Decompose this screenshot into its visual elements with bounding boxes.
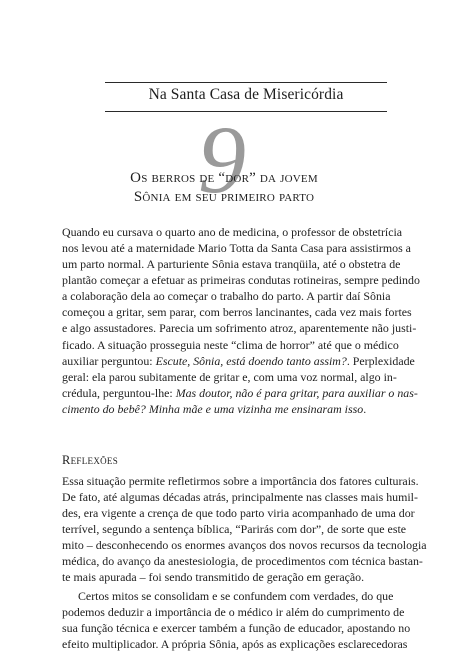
text-line: Certos mitos se consolidam e se confundem com verdades, do que [78,589,394,603]
reflexoes-heading: Reflexões [62,453,119,467]
text-line: sua função técnica e exercer também a função de educador, apostando no [62,621,411,635]
text-line: Quando eu cursava o quarto ano de medicina, o professor de obstetrícia [62,225,403,239]
text-line: auxiliar perguntou: Escute, Sônia, está doendo tanto assim?. Perplexidade [62,354,415,368]
text-line: cimento do bebê? Minha mãe e uma vizinha me ensinaram isso. [62,402,367,416]
text-line: efeito multiplicador. A própria Sônia, após as explicações esclarecedoras [62,637,408,651]
text-line: des, era vigente a crença de que todo parto viria acompanhado de uma dor [62,506,415,520]
text-line: começou a gritar, sem parar, com berros lancinantes, cada vez mais fortes [62,305,412,319]
text-line: crédula, perguntou-lhe: Mas doutor, não é para gritar, para auxiliar o nas- [62,386,418,400]
text-line: médica, do avanço da anestesiologia, de procedimentos com técnica bastan- [62,554,423,568]
text-line: geral: ela parou subitamente de gritar e, com uma voz normal, algo in- [62,370,397,384]
text-line: ficado. A situação prosseguia neste “clima de horror” até que o médico [62,338,399,352]
text-line: a colaboração dela ao começar o trabalho do parto. A partir daí Sônia [62,289,391,303]
chapter-title-line-2: Sônia em seu primeiro parto [133,189,315,205]
text-line: Essa situação permite refletirmos sobre a importância dos fatores culturais. [62,474,419,488]
text-line: terrível, segundo a sentença bíblica, “Parirás com dor”, de sorte que este [62,522,407,536]
text-line: nos levou até a maternidade Mario Totta da Santa Casa para assistirmos a [62,241,411,255]
section-rule-bottom [105,111,387,112]
text-line: De fato, até algumas décadas atrás, principalmente nas classes mais humil- [62,490,418,504]
text-line: plantão começar a efetuar as primeiras condutas rotineiras, sempre pedindo [62,273,420,287]
text-line: um parto normal. A parturiente Sônia estava tranqüila, até o obstetra de [62,257,401,271]
section-title: Na Santa Casa de Misericórdia [148,86,344,103]
text-line: mito – desconhecendo os enormes avanços dos novos recursos da tecnologia [62,538,427,552]
text-line: te mais apurada – foi sendo transmitido de geração em geração. [62,570,365,584]
text-line: podemos deduzir a importância de o médico ir além do cumprimento de [62,605,405,619]
text-line: e algo assustadores. Parecia um sofrimento atroz, aparentemente não justi- [62,321,417,335]
chapter-number: 9 [198,106,246,213]
section-rule-top [105,82,387,83]
chapter-title-line-1: Os berros de “dor” da jovem [130,170,318,186]
